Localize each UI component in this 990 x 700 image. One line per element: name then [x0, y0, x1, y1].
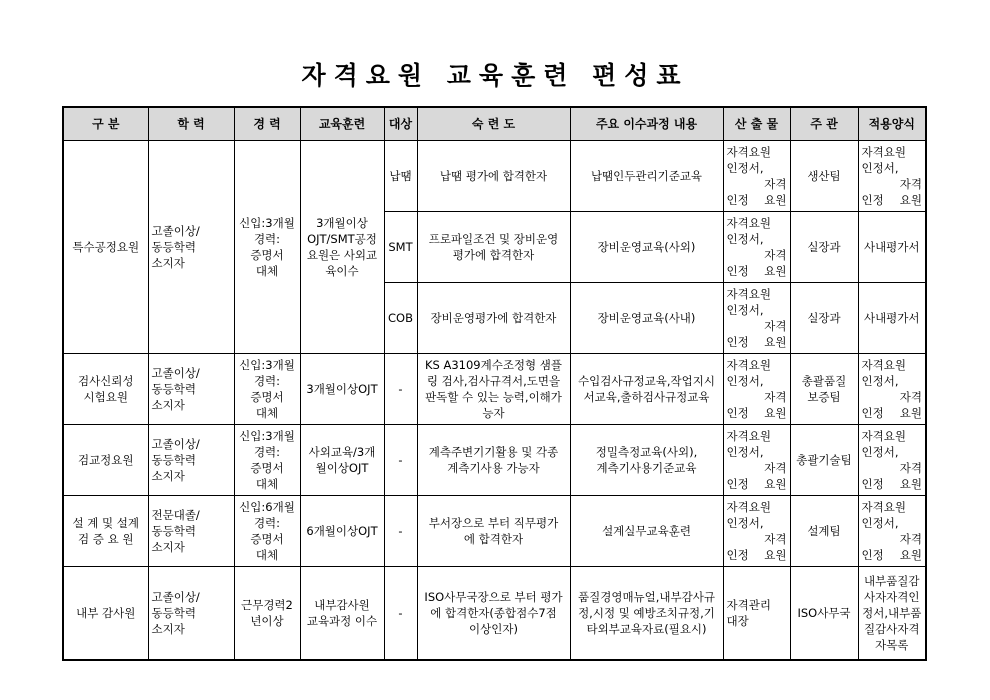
output-cell — [723, 354, 790, 425]
cert-line: 인정서, — [726, 374, 764, 388]
table-row — [63, 496, 926, 567]
header-row — [63, 107, 926, 141]
cert-line: 자격 — [764, 248, 787, 262]
cert-word: 인정 — [861, 477, 884, 491]
career-cell: 근무경력2 년이상 — [234, 567, 300, 660]
cert-word: 요원 — [764, 264, 787, 278]
cert-word: 요원 — [764, 477, 787, 491]
education-cell: 고졸이상/ 동등학력 소지자 — [148, 567, 234, 660]
course-cell: 수입검사규정교육,작업지시 서교육,출하검사규정교육 — [570, 354, 723, 425]
cert-word: 인정 — [726, 406, 749, 420]
cert-line: 자격요원 — [726, 358, 771, 372]
organizer-cell: 총괄기술팀 — [790, 425, 858, 496]
header-organizer: 주 관 — [790, 107, 858, 141]
education-cell: 전문대졸/ 동등학력 소지자 — [148, 496, 234, 567]
organizer-cell: 실장과 — [790, 212, 858, 283]
output-cell — [723, 425, 790, 496]
table-row — [63, 425, 926, 496]
skill-cell: KS A3109계수조정형 샘플 링 검사,검사규격서,도면을 판독할 수 있는 능력,이해가 능자 — [417, 354, 570, 425]
header-career: 경 력 — [234, 107, 300, 141]
table-row — [63, 141, 926, 212]
cert-line: 인정서, — [726, 445, 764, 459]
cert-line: 자격요원 — [861, 500, 906, 514]
target-cell: COB — [384, 283, 417, 354]
header-form: 적용양식 — [858, 107, 926, 141]
cert-line: 자격 — [899, 532, 922, 546]
cert-word: 인정 — [861, 406, 884, 420]
cert-word: 요원 — [899, 406, 922, 420]
header-course: 주요 이수과정 내용 — [570, 107, 723, 141]
target-cell: - — [384, 425, 417, 496]
cert-line: 자격요원 — [726, 145, 771, 159]
training-table — [62, 106, 927, 661]
cert-line: 인정서, — [726, 516, 764, 530]
target-cell: 납땜 — [384, 141, 417, 212]
cert-line: 인정서, — [726, 232, 764, 246]
cert-word: 인정 — [726, 193, 749, 207]
cert-line: 인정서, — [861, 445, 899, 459]
header-category: 구 분 — [63, 107, 148, 141]
target-cell: - — [384, 354, 417, 425]
form-cell — [858, 496, 926, 567]
cert-line: 자격 — [899, 177, 922, 191]
education-cell: 고졸이상/ 동등학력 소지자 — [148, 425, 234, 496]
cert-line: 자격 — [764, 461, 787, 475]
cert-word: 요원 — [764, 548, 787, 562]
training-cell: 3개월이상 OJT/SMT공정 요원은 사외교 육이수 — [300, 141, 384, 354]
form-cell — [858, 141, 926, 212]
header-education: 학 력 — [148, 107, 234, 141]
organizer-cell: 실장과 — [790, 283, 858, 354]
cert-line: 자격요원 — [861, 429, 906, 443]
form-cell: 내부품질감 사자자격인 정서,내부품 질감사자격 자목록 — [858, 567, 926, 660]
cert-line: 인정서, — [861, 516, 899, 530]
career-cell: 신입:3개월 경력:증명서 대체 — [234, 425, 300, 496]
category-cell: 특수공정요원 — [63, 141, 148, 354]
form-cell: 사내평가서 — [858, 212, 926, 283]
course-cell: 납땜인두관리기준교육 — [570, 141, 723, 212]
cert-line: 자격 — [764, 532, 787, 546]
cert-line: 인정서, — [861, 374, 899, 388]
cert-word: 인정 — [861, 548, 884, 562]
cert-line: 자격요원 — [726, 216, 771, 230]
page-title: 자격요원 교육훈련 편성표 — [301, 61, 689, 90]
organizer-cell: 설계팀 — [790, 496, 858, 567]
category-cell: 내부 감사원 — [63, 567, 148, 660]
cert-line: 인정서, — [726, 303, 764, 317]
cert-line: 자격 — [764, 177, 787, 191]
cert-word: 인정 — [861, 193, 884, 207]
career-cell: 신입:6개월 경력:증명서 대체 — [234, 496, 300, 567]
table-row — [63, 567, 926, 660]
skill-cell: 부서장으로 부터 직무평가 에 합격한자 — [417, 496, 570, 567]
output-cell — [723, 283, 790, 354]
cert-word: 요원 — [899, 193, 922, 207]
skill-cell: ISO사무국장으로 부터 평가 에 합격한자(종합점수7점 이상인자) — [417, 567, 570, 660]
organizer-cell: ISO사무국 — [790, 567, 858, 660]
target-cell: - — [384, 496, 417, 567]
output-cell — [723, 141, 790, 212]
cert-line: 자격 — [764, 390, 787, 404]
output-cell — [723, 496, 790, 567]
cert-word: 인정 — [726, 548, 749, 562]
cert-word: 요원 — [764, 335, 787, 349]
header-output: 산 출 물 — [723, 107, 790, 141]
education-cell: 고졸이상/ 동등학력 소지자 — [148, 141, 234, 354]
career-cell: 신입:3개월 경력:증명서 대체 — [234, 141, 300, 354]
header-target: 대상 — [384, 107, 417, 141]
category-cell: 설 계 및 설계 검 증 요 원 — [63, 496, 148, 567]
cert-word: 요원 — [764, 406, 787, 420]
skill-cell: 프로파일조건 및 장비운영 평가에 합격한자 — [417, 212, 570, 283]
form-cell — [858, 425, 926, 496]
skill-cell: 장비운영평가에 합격한자 — [417, 283, 570, 354]
cert-line: 자격 — [764, 319, 787, 333]
cert-line: 자격 — [899, 390, 922, 404]
training-cell: 3개월이상OJT — [300, 354, 384, 425]
cert-word: 요원 — [899, 548, 922, 562]
course-cell: 정밀측정교육(사외), 계측기사용기준교육 — [570, 425, 723, 496]
organizer-cell: 총괄품질 보증팀 — [790, 354, 858, 425]
cert-line: 자격 — [899, 461, 922, 475]
output-cell: 자격관리 대장 — [723, 567, 790, 660]
cert-word: 요원 — [899, 477, 922, 491]
cert-line: 자격요원 — [726, 287, 771, 301]
target-cell: SMT — [384, 212, 417, 283]
form-cell — [858, 354, 926, 425]
cert-word: 인정 — [726, 264, 749, 278]
course-cell: 설계실무교육훈련 — [570, 496, 723, 567]
cert-line: 자격요원 — [726, 500, 771, 514]
training-cell: 사외교육/3개 월이상OJT — [300, 425, 384, 496]
header-skill: 숙 련 도 — [417, 107, 570, 141]
cert-word: 인정 — [726, 477, 749, 491]
cert-line: 자격요원 — [861, 358, 906, 372]
education-cell: 고졸이상/ 동등학력 소지자 — [148, 354, 234, 425]
form-cell: 사내평가서 — [858, 283, 926, 354]
skill-cell: 납땜 평가에 합격한자 — [417, 141, 570, 212]
table-row — [63, 354, 926, 425]
cert-line: 자격요원 — [726, 429, 771, 443]
cert-line: 인정서, — [861, 161, 899, 175]
target-cell: - — [384, 567, 417, 660]
cert-word: 요원 — [764, 193, 787, 207]
category-cell: 검교정요원 — [63, 425, 148, 496]
cert-line: 자격요원 — [861, 145, 906, 159]
course-cell: 장비운영교육(사외) — [570, 212, 723, 283]
cert-word: 인정 — [726, 335, 749, 349]
header-training: 교육훈련 — [300, 107, 384, 141]
career-cell: 신입:3개월 경력:증명서 대체 — [234, 354, 300, 425]
skill-cell: 계측주변기기활용 및 각종 계측기사용 가능자 — [417, 425, 570, 496]
course-cell: 품질경영매뉴얼,내부감사규 정,시정 및 예방조치규정,기 타외부교육자료(필요시) — [570, 567, 723, 660]
category-cell: 검사신뢰성 시험요원 — [63, 354, 148, 425]
training-cell: 6개월이상OJT — [300, 496, 384, 567]
output-cell — [723, 212, 790, 283]
cert-line: 인정서, — [726, 161, 764, 175]
course-cell: 장비운영교육(사내) — [570, 283, 723, 354]
training-cell: 내부감사원 교육과정 이수 — [300, 567, 384, 660]
organizer-cell: 생산팀 — [790, 141, 858, 212]
